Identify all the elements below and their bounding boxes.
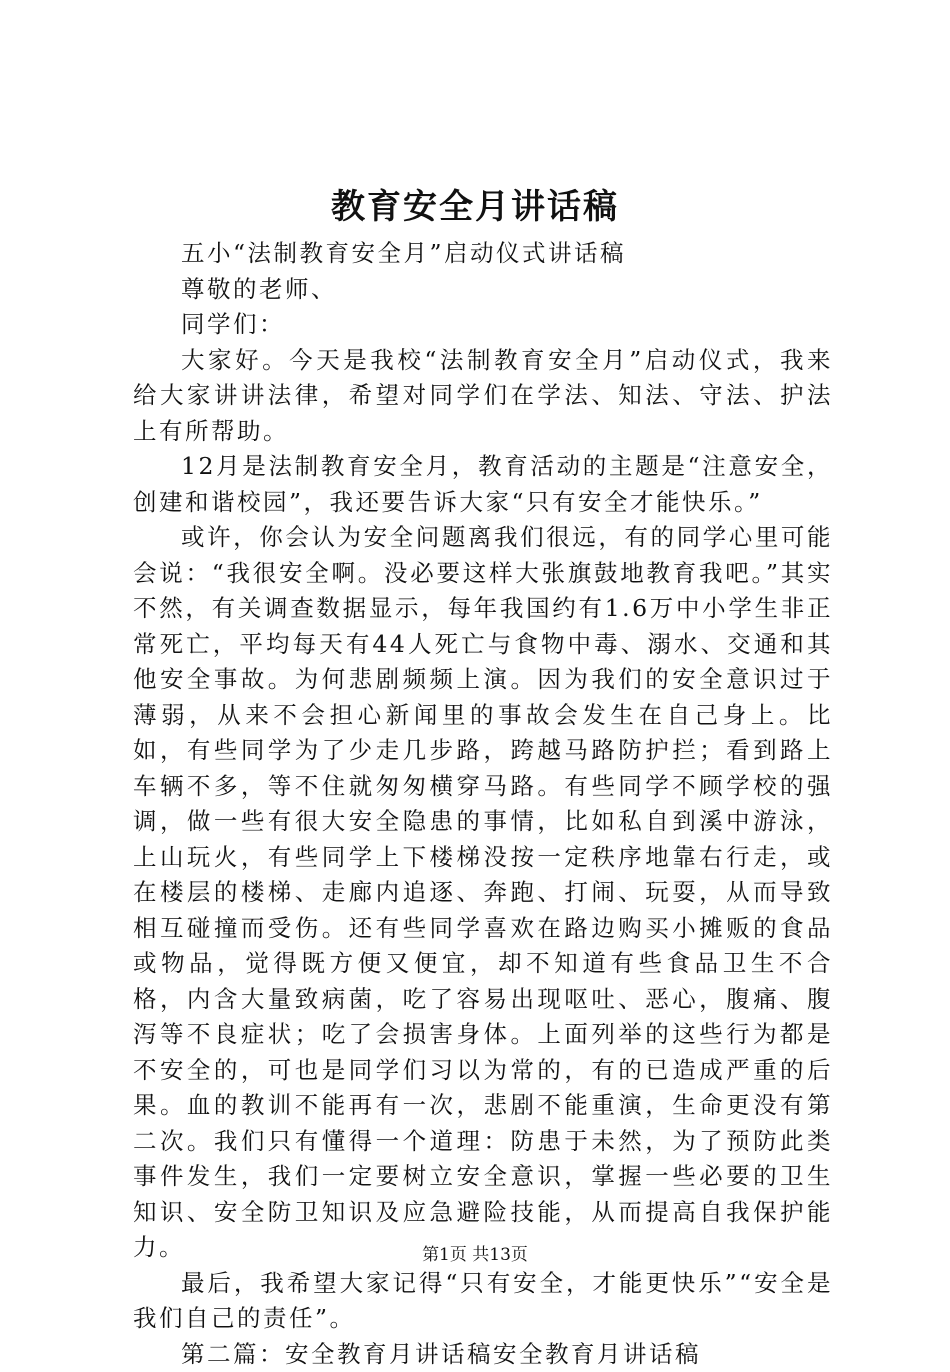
paragraph-salutation-2: 同学们： — [133, 307, 833, 343]
paragraph-subtitle: 五小“法制教育安全月”启动仪式讲话稿 — [133, 236, 833, 272]
paragraph-salutation-1: 尊敬的老师、 — [133, 272, 833, 308]
page-number: 第1页 共13页 — [0, 1244, 950, 1266]
document-body — [133, 236, 833, 1372]
paragraph-main: 或许，你会认为安全问题离我们很远，有的同学心里可能会说：“我很安全啊。没必要这样大张旗鼓地教育我吧。”其实不然，有关调查数据显示，每年我国约有1.6万中小学生非正常死亡，平均每天有44人死亡与食物中毒、溺水、交通和其他安全事故。为何悲剧频频上演。因为我们的安全意识过于薄弱，从来不会担心新闻里的事故会发生在自己身上。比如，有些同学为了少走几步路，跨越马路防护拦；看到路上车辆不多，等不住就匆匆横穿马路。有些同学不顾学校的强调，做一些有很大安全隐患的事情，比如私自到溪中游泳，上山玩火，有些同学上下楼梯没按一定秩序地靠右行走，或在楼层的楼梯、走廊内追逐、奔跑、打闹、玩耍，从而导致相互碰撞而受伤。还有些同学喜欢在路边购买小摊贩的食品或物品，觉得既方便又便宜，却不知道有些食品卫生不合格，内含大量致病菌，吃了容易出现呕吐、恶心，腹痛、腹泻等不良症状；吃了会损害身体。上面列举的这些行为都是不安全的，可也是同学们习以为常的，有的已造成严重的后果。血的教训不能再有一次，悲剧不能重演，生命更没有第二次。我们只有懂得一个道理：防患于未然，为了预防此类事件发生，我们一定要树立安全意识，掌握一些必要的卫生知识、安全防卫知识及应急避险技能，从而提高自我保护能力。 — [133, 520, 833, 1266]
paragraph-second-article-heading: 第二篇：安全教育月讲话稿安全教育月讲话稿 — [133, 1337, 833, 1372]
document-title: 教育安全月讲话稿 — [0, 185, 950, 229]
paragraph-greeting: 大家好。今天是我校“法制教育安全月”启动仪式，我来给大家讲讲法律，希望对同学们在学法、知法、守法、护法上有所帮助。 — [133, 343, 833, 450]
paragraph-theme: 12月是法制教育安全月，教育活动的主题是“注意安全，创建和谐校园”，我还要告诉大家“只有安全才能快乐。” — [133, 449, 833, 520]
paragraph-closing: 最后，我希望大家记得“只有安全，才能更快乐”“安全是我们自己的责任”。 — [133, 1266, 833, 1337]
